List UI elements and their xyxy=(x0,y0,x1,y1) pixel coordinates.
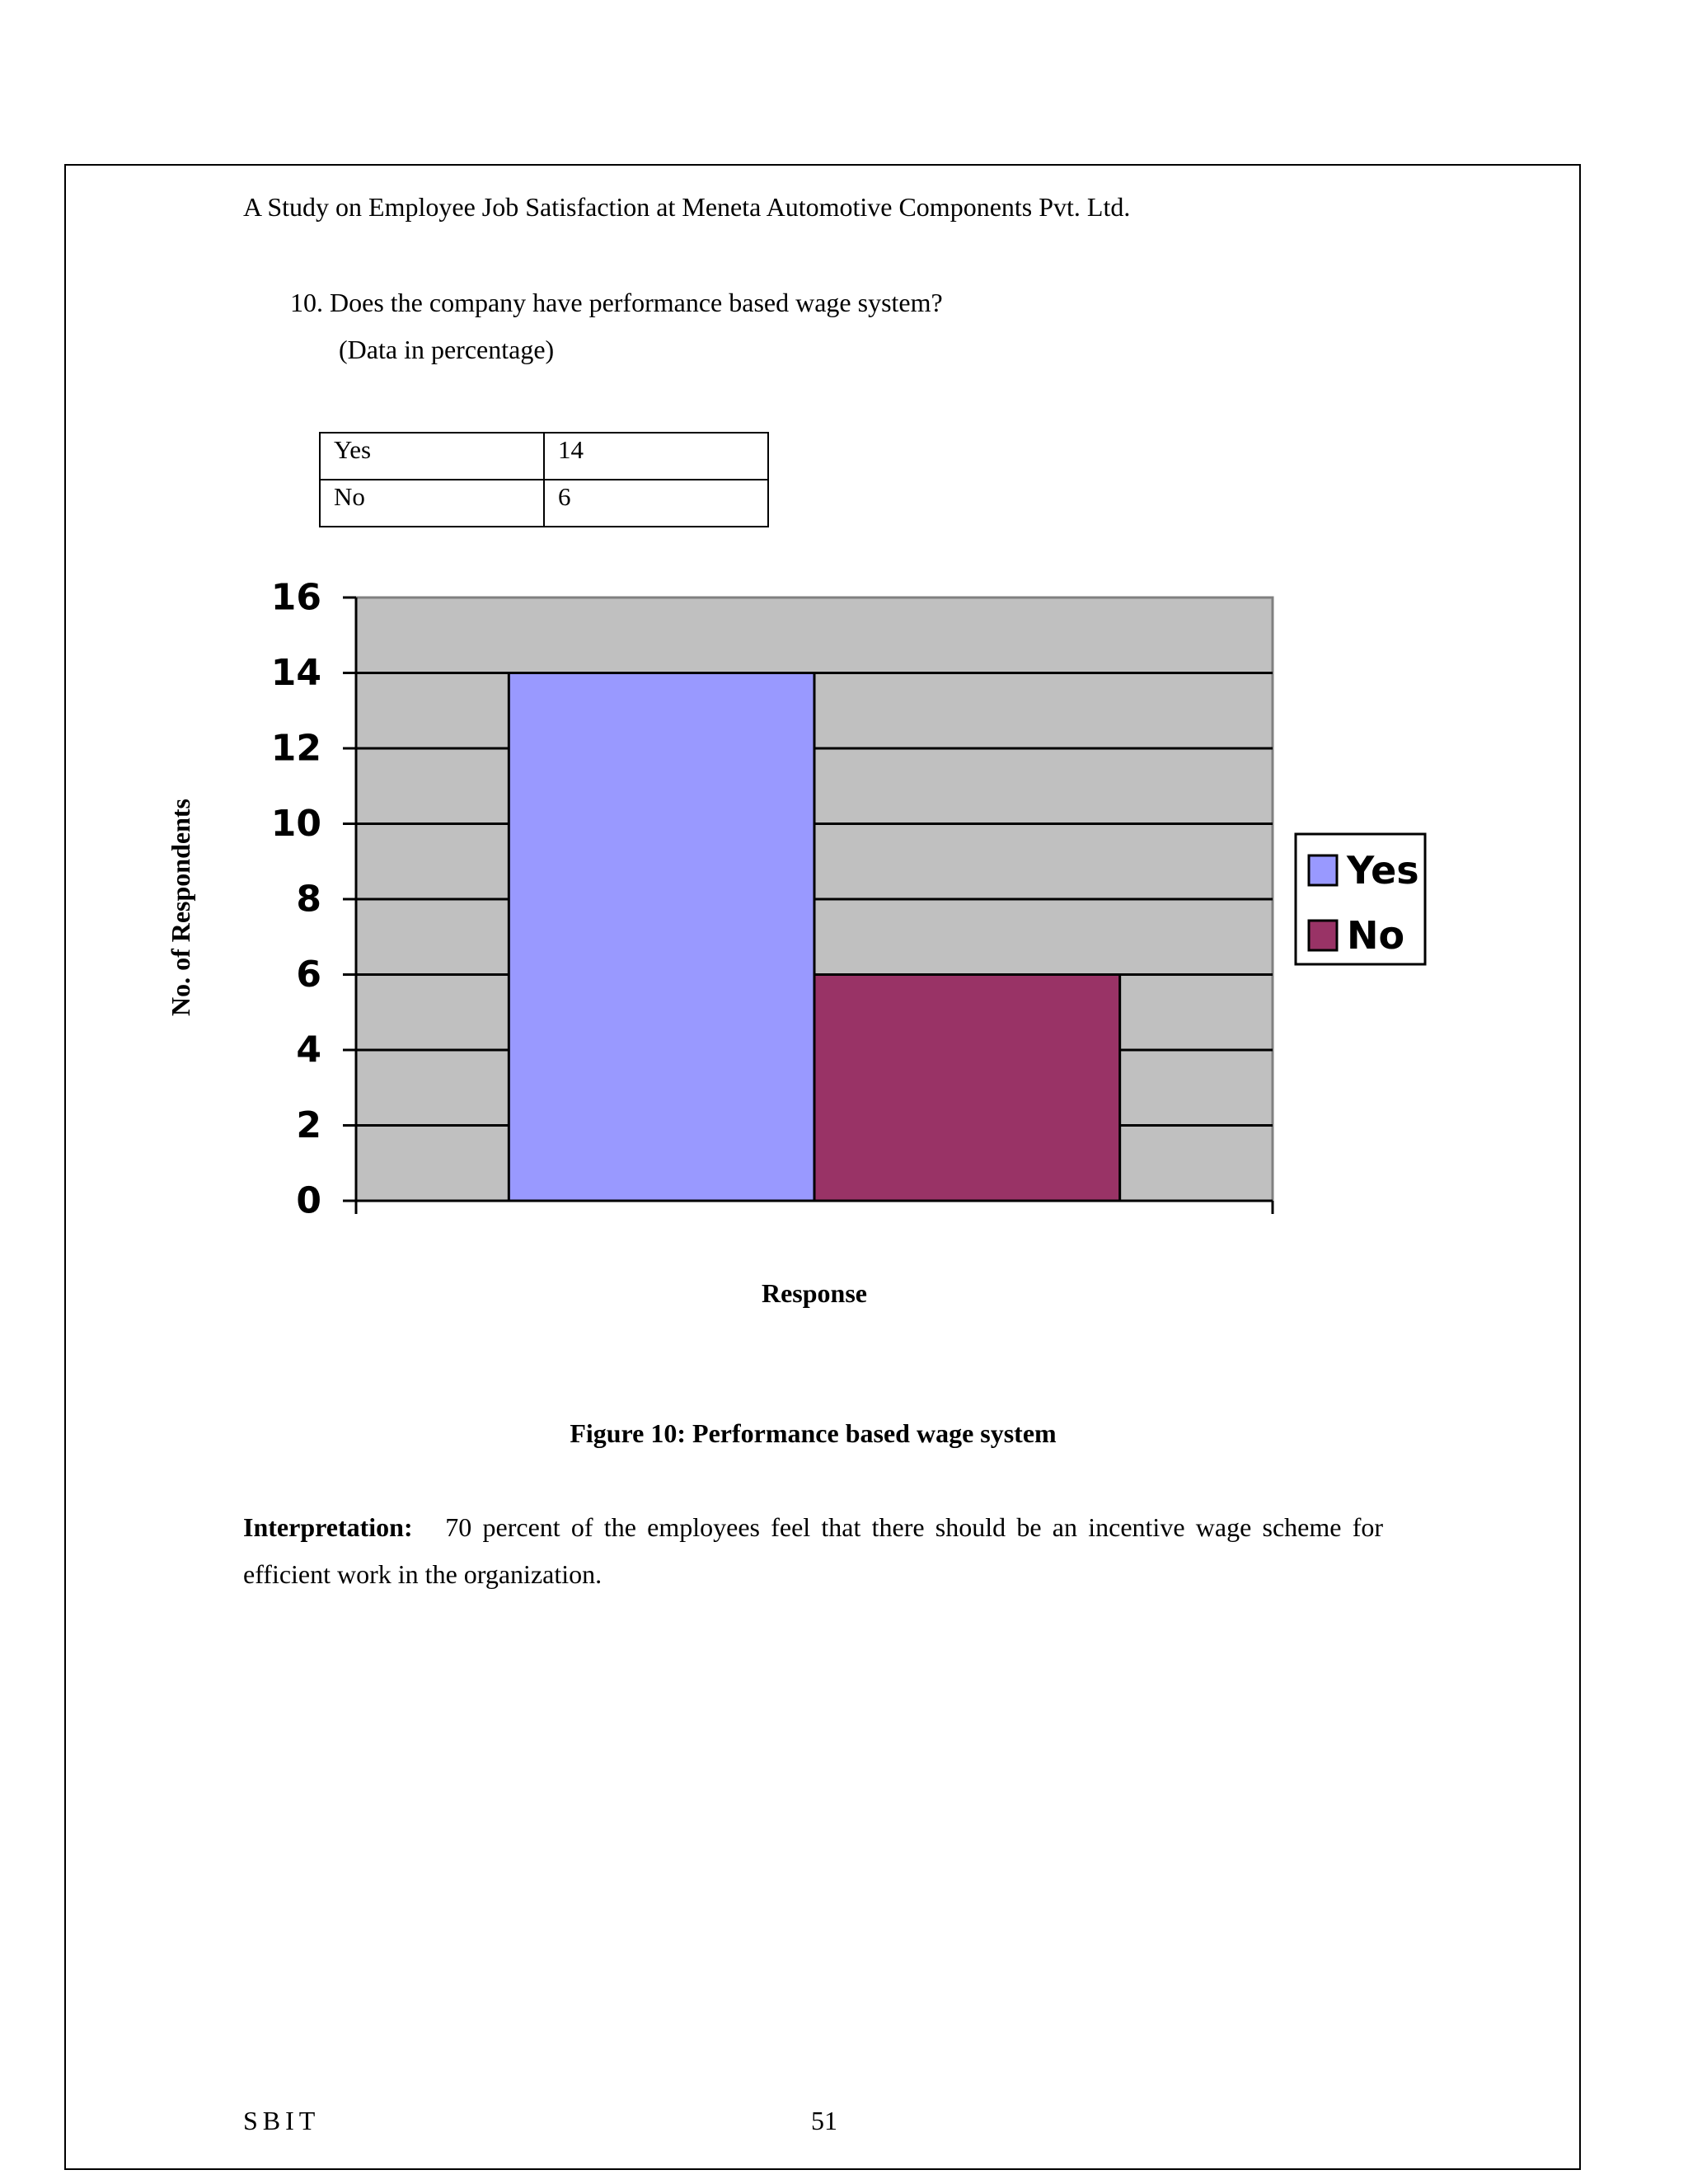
table-row xyxy=(320,433,768,480)
y-tick-label: 6 xyxy=(296,954,321,996)
y-axis-label: No. of Respondents xyxy=(166,798,195,1017)
bar-yes xyxy=(509,673,814,1202)
interpretation-text: 70 percent of the employees feel that there should be an incentive wage scheme for efficient work in the organization. xyxy=(243,1512,1384,1589)
question-note: (Data in percentage) xyxy=(339,335,555,364)
figure-caption: Figure 10: Performance based wage system xyxy=(570,1418,1057,1448)
bar-chart xyxy=(148,577,1451,1335)
y-tick-label: 16 xyxy=(270,577,321,619)
legend-swatch xyxy=(1309,855,1337,885)
y-tick-label: 10 xyxy=(270,803,321,845)
table-cell-label: No xyxy=(320,480,544,527)
table-cell-value: 14 xyxy=(544,433,768,480)
y-tick-label: 0 xyxy=(296,1179,321,1222)
y-tick-label: 14 xyxy=(270,652,321,694)
legend-label: No xyxy=(1347,913,1405,958)
running-header: A Study on Employee Job Satisfaction at Meneta Automotive Components Pvt. Ltd. xyxy=(243,192,1131,222)
table-cell-value: 6 xyxy=(544,480,768,527)
data-table xyxy=(319,432,769,527)
y-tick-label: 8 xyxy=(296,878,321,921)
footer-institution: SBIT xyxy=(243,2106,321,2135)
legend-label: Yes xyxy=(1347,848,1419,893)
table-row xyxy=(320,480,768,527)
bar-no xyxy=(814,975,1120,1202)
y-tick-label: 2 xyxy=(296,1104,321,1146)
interpretation-label: Interpretation: xyxy=(243,1512,413,1542)
page-number: 51 xyxy=(811,2106,837,2135)
question-text: 10. Does the company have performance based wage system? xyxy=(290,288,943,317)
y-tick-label: 12 xyxy=(270,727,321,770)
legend-swatch xyxy=(1309,921,1337,950)
table-cell-label: Yes xyxy=(320,433,544,480)
x-axis-label: Response xyxy=(761,1278,868,1308)
y-tick-label: 4 xyxy=(296,1029,321,1071)
interpretation-paragraph xyxy=(243,1504,1383,1598)
